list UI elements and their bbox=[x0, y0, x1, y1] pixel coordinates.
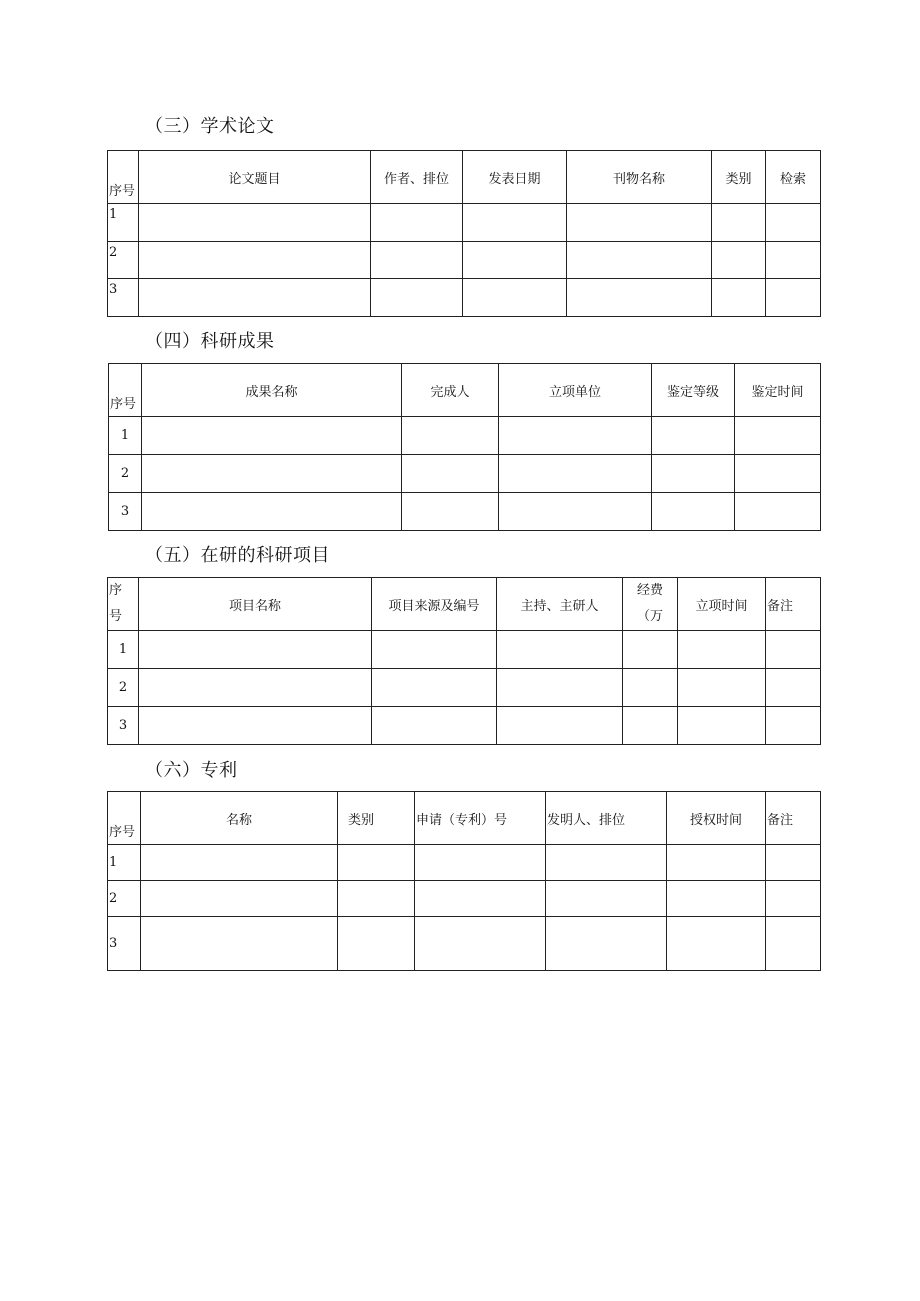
cell-completer[interactable] bbox=[402, 417, 499, 455]
cell-grade[interactable] bbox=[652, 417, 735, 455]
cell-index-db[interactable] bbox=[766, 279, 821, 317]
table-row bbox=[108, 845, 821, 881]
row-index: 2 bbox=[108, 669, 139, 707]
cell-grade[interactable] bbox=[652, 493, 735, 531]
header-source: 项目来源及编号 bbox=[372, 578, 497, 631]
cell-name[interactable] bbox=[139, 631, 372, 669]
header-index-db: 检索 bbox=[766, 151, 821, 204]
row-index: 1 bbox=[108, 631, 139, 669]
header-funding-line1: 经费 bbox=[636, 583, 663, 598]
header-index-line2: 号 bbox=[109, 609, 123, 624]
header-index: 序号 bbox=[108, 151, 139, 204]
cell-app-no[interactable] bbox=[415, 845, 546, 881]
header-grant-time: 授权时间 bbox=[667, 792, 766, 845]
cell-category[interactable] bbox=[338, 917, 415, 971]
cell-title[interactable] bbox=[139, 279, 371, 317]
table-row bbox=[109, 417, 821, 455]
header-name: 成果名称 bbox=[142, 364, 402, 417]
row-index: 3 bbox=[108, 707, 139, 745]
header-completer: 完成人 bbox=[402, 364, 499, 417]
cell-time[interactable] bbox=[678, 669, 766, 707]
header-title: 论文题目 bbox=[139, 151, 371, 204]
section-heading-achievements: （四）科研成果 bbox=[145, 331, 275, 352]
cell-time[interactable] bbox=[735, 493, 821, 531]
header-date: 发表日期 bbox=[463, 151, 567, 204]
cell-grant-time[interactable] bbox=[667, 881, 766, 917]
table-header-row bbox=[109, 364, 821, 417]
cell-remark[interactable] bbox=[766, 707, 821, 745]
row-index: 3 bbox=[108, 917, 141, 971]
cell-title[interactable] bbox=[139, 242, 371, 279]
header-funding-line2: （万 bbox=[636, 609, 663, 624]
cell-name[interactable] bbox=[139, 707, 372, 745]
header-inventor: 发明人、排位 bbox=[546, 792, 667, 845]
cell-inventor[interactable] bbox=[546, 881, 667, 917]
table-row bbox=[108, 279, 821, 317]
cell-category[interactable] bbox=[712, 242, 766, 279]
projects-table bbox=[107, 577, 821, 745]
cell-funding[interactable] bbox=[623, 631, 678, 669]
cell-author-rank[interactable] bbox=[371, 242, 463, 279]
row-index: 2 bbox=[109, 455, 142, 493]
cell-author-rank[interactable] bbox=[371, 204, 463, 242]
cell-time[interactable] bbox=[735, 455, 821, 493]
cell-journal[interactable] bbox=[567, 242, 712, 279]
cell-author-rank[interactable] bbox=[371, 279, 463, 317]
row-index: 1 bbox=[109, 417, 142, 455]
header-index bbox=[108, 578, 139, 631]
cell-source[interactable] bbox=[372, 669, 497, 707]
table-row bbox=[108, 669, 821, 707]
cell-name[interactable] bbox=[142, 455, 402, 493]
table-header-row bbox=[108, 578, 821, 631]
cell-time[interactable] bbox=[678, 631, 766, 669]
cell-title[interactable] bbox=[139, 204, 371, 242]
cell-time[interactable] bbox=[735, 417, 821, 455]
papers-table bbox=[107, 150, 821, 317]
achievements-table bbox=[108, 363, 821, 531]
row-index: 3 bbox=[108, 279, 139, 317]
cell-funding[interactable] bbox=[623, 669, 678, 707]
cell-inventor[interactable] bbox=[546, 917, 667, 971]
patents-table bbox=[107, 791, 821, 971]
cell-app-no[interactable] bbox=[415, 881, 546, 917]
cell-grade[interactable] bbox=[652, 455, 735, 493]
header-index-line1: 序 bbox=[109, 583, 123, 598]
cell-category[interactable] bbox=[338, 881, 415, 917]
cell-source[interactable] bbox=[372, 631, 497, 669]
section-heading-projects: （五）在研的科研项目 bbox=[145, 545, 330, 566]
header-category: 类别 bbox=[712, 151, 766, 204]
cell-remark[interactable] bbox=[766, 917, 821, 971]
table-row bbox=[108, 631, 821, 669]
cell-grant-time[interactable] bbox=[667, 917, 766, 971]
table-header-row bbox=[108, 151, 821, 204]
cell-date[interactable] bbox=[463, 242, 567, 279]
cell-leader[interactable] bbox=[497, 707, 623, 745]
cell-source[interactable] bbox=[372, 707, 497, 745]
cell-leader[interactable] bbox=[497, 669, 623, 707]
cell-category[interactable] bbox=[712, 204, 766, 242]
header-funding bbox=[623, 578, 678, 631]
header-author-rank: 作者、排位 bbox=[371, 151, 463, 204]
header-name: 名称 bbox=[141, 792, 338, 845]
row-index: 2 bbox=[108, 242, 139, 279]
cell-unit[interactable] bbox=[499, 493, 652, 531]
header-remark: 备注 bbox=[766, 792, 821, 845]
table-header-row bbox=[108, 792, 821, 845]
section-heading-patents: （六）专利 bbox=[145, 760, 238, 781]
header-journal: 刊物名称 bbox=[567, 151, 712, 204]
table-row bbox=[108, 917, 821, 971]
cell-name[interactable] bbox=[141, 881, 338, 917]
table-row bbox=[108, 204, 821, 242]
cell-index-db[interactable] bbox=[766, 204, 821, 242]
header-index: 序号 bbox=[109, 364, 142, 417]
table-row bbox=[108, 881, 821, 917]
cell-name[interactable] bbox=[141, 917, 338, 971]
table-row bbox=[109, 493, 821, 531]
cell-name[interactable] bbox=[142, 417, 402, 455]
cell-journal[interactable] bbox=[567, 204, 712, 242]
cell-category[interactable] bbox=[712, 279, 766, 317]
header-name: 项目名称 bbox=[139, 578, 372, 631]
header-unit: 立项单位 bbox=[499, 364, 652, 417]
cell-journal[interactable] bbox=[567, 279, 712, 317]
row-index: 1 bbox=[108, 845, 141, 881]
table-row bbox=[108, 242, 821, 279]
cell-completer[interactable] bbox=[402, 493, 499, 531]
row-index: 2 bbox=[108, 881, 141, 917]
header-remark: 备注 bbox=[766, 578, 821, 631]
cell-name[interactable] bbox=[139, 669, 372, 707]
cell-inventor[interactable] bbox=[546, 845, 667, 881]
cell-remark[interactable] bbox=[766, 631, 821, 669]
table-row bbox=[109, 455, 821, 493]
cell-name[interactable] bbox=[142, 493, 402, 531]
cell-app-no[interactable] bbox=[415, 917, 546, 971]
section-heading-papers: （三）学术论文 bbox=[145, 116, 275, 137]
cell-unit[interactable] bbox=[499, 455, 652, 493]
header-index: 序号 bbox=[108, 792, 141, 845]
header-time: 立项时间 bbox=[678, 578, 766, 631]
cell-completer[interactable] bbox=[402, 455, 499, 493]
cell-name[interactable] bbox=[141, 845, 338, 881]
cell-remark[interactable] bbox=[766, 845, 821, 881]
row-index: 1 bbox=[108, 204, 139, 242]
table-row bbox=[108, 707, 821, 745]
cell-time[interactable] bbox=[678, 707, 766, 745]
cell-grant-time[interactable] bbox=[667, 845, 766, 881]
cell-unit[interactable] bbox=[499, 417, 652, 455]
cell-leader[interactable] bbox=[497, 631, 623, 669]
row-index: 3 bbox=[109, 493, 142, 531]
cell-date[interactable] bbox=[463, 279, 567, 317]
cell-funding[interactable] bbox=[623, 707, 678, 745]
cell-date[interactable] bbox=[463, 204, 567, 242]
cell-category[interactable] bbox=[338, 845, 415, 881]
header-grade: 鉴定等级 bbox=[652, 364, 735, 417]
header-leader: 主持、主研人 bbox=[497, 578, 623, 631]
header-category: 类别 bbox=[338, 792, 415, 845]
cell-remark[interactable] bbox=[766, 881, 821, 917]
cell-remark[interactable] bbox=[766, 669, 821, 707]
header-app-no: 申请（专利）号 bbox=[415, 792, 546, 845]
cell-index-db[interactable] bbox=[766, 242, 821, 279]
header-time: 鉴定时间 bbox=[735, 364, 821, 417]
